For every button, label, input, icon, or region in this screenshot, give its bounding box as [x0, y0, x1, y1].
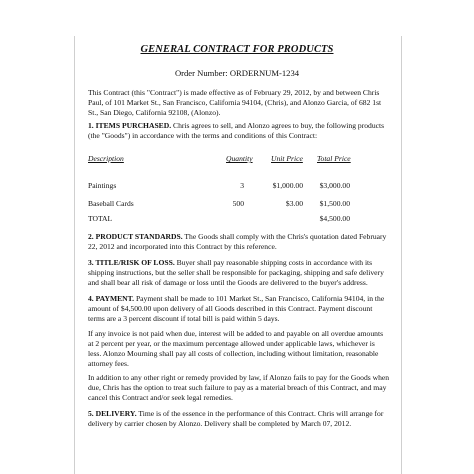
document-title: GENERAL CONTRACT FOR PRODUCTS: [140, 44, 334, 55]
items-purchased-heading: 1. ITEMS PURCHASED.: [88, 121, 172, 130]
row-1-unit-price: $1,000.00: [272, 181, 303, 190]
row-2-total-price: $1,500.00: [319, 199, 350, 208]
items-purchased-paragraph: [88, 121, 390, 141]
col-header-description: Description: [88, 154, 124, 163]
order-number: Order Number: ORDERNUM-1234: [174, 68, 300, 78]
title-risk-paragraph: [88, 258, 390, 288]
title-risk-text: Buyer shall pay reasonable shipping costs in accordance with its shipping instructions, but the seller shall be responsible for packaging, shipping and safe delivery and shall bear all risk of damage or loss until the Goods are delivered to the buyer's address.: [88, 258, 384, 288]
product-standards-text: The Goods shall comply with the Chris's quotation dated February 22, 2012 and incorporated into this Contract by this reference.: [88, 232, 387, 252]
title-risk-heading: 3. TITLE/RISK OF LOSS.: [88, 258, 175, 267]
total-label: TOTAL: [88, 214, 113, 223]
col-header-quantity: Quantity: [226, 154, 253, 163]
remedy-text: In addition to any other right or remedy provided by law, if Alonzo fails to pay for the Goods when due, Chris has the option to treat such failure to pay as a material breach of this Contract, and may cancel this Contract and/or seek legal remedies.: [88, 373, 390, 403]
delivery-heading: 5. DELIVERY.: [88, 409, 137, 418]
col-header-unit-price: Unit Price: [271, 154, 303, 163]
payment-text: Payment shall be made to 101 Market St., San Francisco, California 94104, in the amount of $4,500.00 upon delivery of all Goods described in this Contract. Payment discount terms are a 3 percent discount if total bill is paid within 5 days.: [88, 294, 385, 324]
total-value: $4,500.00: [319, 214, 350, 223]
product-standards-paragraph: [88, 232, 390, 252]
intro-paragraph: [88, 88, 390, 118]
payment-heading: 4. PAYMENT.: [88, 294, 135, 303]
row-2-quantity: 500: [232, 199, 244, 208]
row-1-description: Paintings: [88, 181, 117, 190]
row-2-description: Baseball Cards: [88, 199, 134, 208]
intro-text: This Contract (this "Contract") is made effective as of February 29, 2012, by and between Chris Paul, of 101 Market St., San Francisco, California 94104, (Chris), and Alonzo Garcia, of 682 1st St., San Diego, California 92108, (Alonzo).: [88, 88, 382, 118]
remedy-paragraph: [88, 373, 390, 403]
row-2-unit-price: $3.00: [285, 199, 303, 208]
delivery-paragraph: [88, 409, 390, 429]
payment-paragraph: [88, 294, 390, 324]
late-payment-text: If any invoice is not paid when due, interest will be added to and payable on all overdue amounts at 2 percent per year, or the maximum percentage allowed under applicable laws, whichever is less. Alonzo Mourning shall pay all costs of collection, including without limitation, reasonable attorney fees.: [88, 329, 384, 369]
row-1-total-price: $3,000.00: [319, 181, 350, 190]
items-purchased-text: Chris agrees to sell, and Alonzo agrees to buy, the following products (the "Goods") in accordance with the terms and conditions of this Contract:: [88, 121, 385, 141]
row-1-quantity: 3: [240, 181, 244, 190]
col-header-total-price: Total Price: [317, 154, 351, 163]
late-payment-paragraph: [88, 329, 390, 369]
product-standards-heading: 2. PRODUCT STANDARDS.: [88, 232, 183, 241]
delivery-text: Time is of the essence in the performance of this Contract. Chris will arrange for delivery by carrier chosen by Alonzo. Delivery shall be completed by March 07, 2012.: [88, 409, 384, 429]
